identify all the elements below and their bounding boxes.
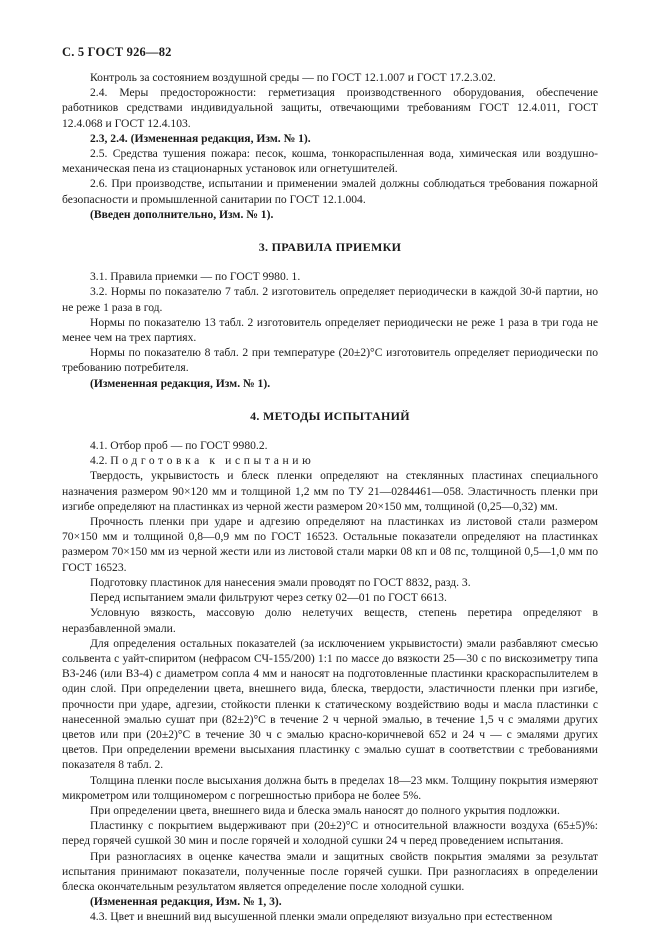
amendment-note: (Измененная редакция, Изм. № 1, 3). — [90, 895, 282, 909]
paragraph: Нормы по показателю 13 табл. 2 изготовитель определяет периодически не реже 1 раза в три года не менее чем на трех партиях. — [62, 315, 598, 345]
paragraph: При определении цвета, внешнего вида и блеска эмаль наносят до полного укрытия подложки. — [90, 803, 560, 817]
paragraph: Прочность пленки при ударе и адгезию определяют на пластинках из листовой стали размером 70×150 мм и толщиной 0,8—0,9 мм по ГОСТ 16523. Остальные показатели определяют на пластинках размером 70×150 мм из черной жести или из листовой стали марки 08 кп и 08 пс, толщиной 0,5—1,0 мм по ГОСТ 16523. — [62, 515, 598, 574]
subsection-heading — [62, 453, 598, 468]
section-heading-test-methods: 4. МЕТОДЫ ИСПЫТАНИЙ — [250, 408, 410, 423]
page-header: С. 5 ГОСТ 926—82 — [62, 45, 172, 59]
paragraph: Перед испытанием эмали фильтруют через сетку 02—01 по ГОСТ 6613. — [90, 591, 447, 605]
paragraph: Контроль за состоянием воздушной среды — по ГОСТ 12.1.007 и ГОСТ 17.2.3.02. — [90, 71, 496, 84]
amendment-note: (Измененная редакция, Изм. № 1). — [90, 376, 271, 390]
paragraph: Пластинку с покрытием выдерживают при (20±2)°С и относительной влажности воздуха (65±5)%: перед горячей сушкой 30 мин и после горячей и холодной сушки 24 ч перед проведением испытания. — [62, 819, 598, 848]
paragraph: Твердость, укрывистость и блеск пленки определяют на стеклянных пластинах специального назначения размером 90×120 мм и толщиной 1,2 мм по ТУ 21—0284461—058. Эластичность пленки при изгибе определяют на пластинках из черной жести размером 20×150 мм, толщиной (0,25—0,32) мм. — [62, 469, 598, 513]
paragraph: 2.4. Меры предосторожности: герметизация производственного оборудования, обеспечение работников средствами индивидуальной защиты, отвечающими требованиям ГОСТ 12.4.011, ГОСТ 12.4.068 и ГОСТ 12.4.103. — [62, 86, 598, 130]
amendment-note: 2.3, 2.4. (Измененная редакция, Изм. № 1). — [90, 131, 311, 145]
paragraph: 3.1. Правила приемки — по ГОСТ 9980. 1. — [90, 270, 301, 284]
subsection-title: Подготовка к испытанию — [110, 454, 315, 468]
amendment-note: (Введен дополнительно, Изм. № 1). — [90, 207, 274, 221]
paragraph: Подготовку пластинок для нанесения эмали проводят по ГОСТ 8832, разд. 3. — [90, 575, 471, 589]
paragraph: 2.5. Средства тушения пожара: песок, кошма, тонкораспыленная вода, химическая или воздушно-механическая пена из стационарных установок или огнетушителей. — [62, 147, 598, 176]
paragraph: Условную вязкость, массовую долю нелетучих веществ, степень перетира определяют в неразбавленной эмали. — [62, 606, 598, 635]
document-body — [62, 70, 598, 925]
paragraph: Для определения остальных показателей (за исключением укрывистости) эмали разбавляют смесью сольвента с уайт-спиритом (нефрасом СЧ-155/200) 1:1 по массе до вязкости 25—30 с по вискозиметру типа ВЗ-246 (или ВЗ-4) с диаметром сопла 4 мм и наносят на подготовленные пластинки краскораспылителем в один слой. При определении цвета, внешнего вида, блеска, твердости, эластичности пленки при изгибе, прочности при ударе, адгезии, стойкости пленки к статическому воздействию воды и масла пластинки с нанесенной эмалью сушат при (82±2)°С в течение 2 ч черной эмалью, в течение 1,5 ч с эмалями других цветов или при (20±2)°С в течение 30 ч с эмалью красно-коричневой 652 и 24 ч — с эмалями других цветов. При определении времени высыхания пластинку с эмалью сушат в соответствии с требованиями показателя 8 табл. 2. — [62, 636, 598, 772]
paragraph: Нормы по показателю 8 табл. 2 при температуре (20±2)°С изготовитель определяет периодически по требованию потребителя. — [62, 346, 598, 375]
paragraph: 3.2. Нормы по показателю 7 табл. 2 изготовитель определяет периодически в каждой 30-й партии, но не реже 1 раза в год. — [62, 285, 598, 314]
section-heading-acceptance: 3. ПРАВИЛА ПРИЕМКИ — [258, 240, 402, 255]
paragraph: При разногласиях в оценке качества эмали и защитных свойств покрытия эмалями за результат испытания принимают показатели, полученные после горячей сушки. При разногласиях в определении блеска окончательным результатом является определение после холодной сушки. — [62, 849, 598, 893]
subsection-number: 4.2. — [90, 454, 108, 468]
paragraph: 2.6. При производстве, испытании и применении эмалей должны соблюдаться требования пожарной безопасности и промышленной санитарии по ГОСТ 12.1.004. — [62, 177, 598, 206]
paragraph: 4.1. Отбор проб — по ГОСТ 9980.2. — [90, 439, 268, 453]
paragraph: 4.3. Цвет и внешний вид высушенной пленки эмали определяют визуально при естественном — [90, 910, 553, 924]
paragraph: Толщина пленки после высыхания должна быть в пределах 18—23 мкм. Толщину покрытия измеряют микрометром или толщиномером с погрешностью прибора не более 5%. — [62, 773, 598, 802]
